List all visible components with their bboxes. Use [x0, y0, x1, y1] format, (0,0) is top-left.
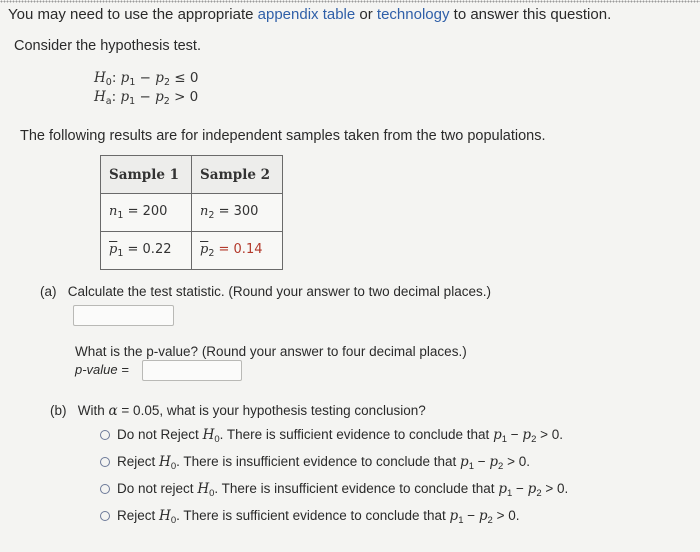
part-b-question: (b) With α = 0.05, what is your hypothesis testing conclusion?: [50, 403, 426, 419]
cell-n2: $n_2 = 300$: [192, 194, 283, 232]
technology-link[interactable]: technology: [376, 6, 450, 23]
option-do-not-reject-insufficient[interactable]: Do not reject $H_0$. There is insufficient evidence to conclude that $p_1 - p_2 > 0$.: [100, 481, 568, 499]
radio-button[interactable]: [100, 430, 110, 440]
cell-p1: $\overline{p}_1 = 0.22$: [101, 232, 192, 270]
alpha-symbol: α: [108, 403, 118, 419]
header-sample-2: Sample 2: [192, 156, 283, 194]
pvalue-label: p-value =: [75, 362, 129, 377]
appendix-table-link[interactable]: appendix table: [257, 6, 356, 23]
header-sample-1: Sample 1: [101, 156, 192, 194]
part-a-question: (a) Calculate the test statistic. (Round your answer to two decimal places.): [40, 284, 491, 299]
test-statistic-input[interactable]: [73, 305, 174, 326]
results-text: The following results are for independent samples taken from the two populations.: [20, 128, 546, 144]
option-do-not-reject-sufficient[interactable]: Do not Reject $H_0$. There is sufficient evidence to conclude that $p_1 - p_2 > 0$.: [100, 427, 563, 445]
pvalue-question: What is the p-value? (Round your answer to four decimal places.): [75, 344, 467, 359]
top-border: [0, 0, 700, 3]
intro-text: You may need to use the appropriate appendix table or technology to answer this question.: [8, 6, 612, 23]
option-reject-insufficient[interactable]: Reject $H_0$. There is insufficient evidence to conclude that $p_1 - p_2 > 0$.: [100, 454, 530, 472]
cell-n1: $n_1 = 200$: [101, 194, 192, 232]
consider-text: Consider the hypothesis test.: [14, 38, 201, 54]
radio-button[interactable]: [100, 511, 110, 521]
pvalue-input[interactable]: [142, 360, 242, 381]
alternative-hypothesis: $H_a$: $p_1 - p_2 > 0$: [94, 89, 199, 107]
samples-table: [100, 155, 283, 270]
radio-button[interactable]: [100, 484, 110, 494]
option-reject-sufficient[interactable]: Reject $H_0$. There is sufficient evidence to conclude that $p_1 - p_2 > 0$.: [100, 508, 520, 526]
cell-p2: $\overline{p}_2 = 0.14$: [192, 232, 283, 270]
null-hypothesis: $H_0$: $p_1 - p_2 \le 0$: [94, 70, 199, 88]
radio-button[interactable]: [100, 457, 110, 467]
